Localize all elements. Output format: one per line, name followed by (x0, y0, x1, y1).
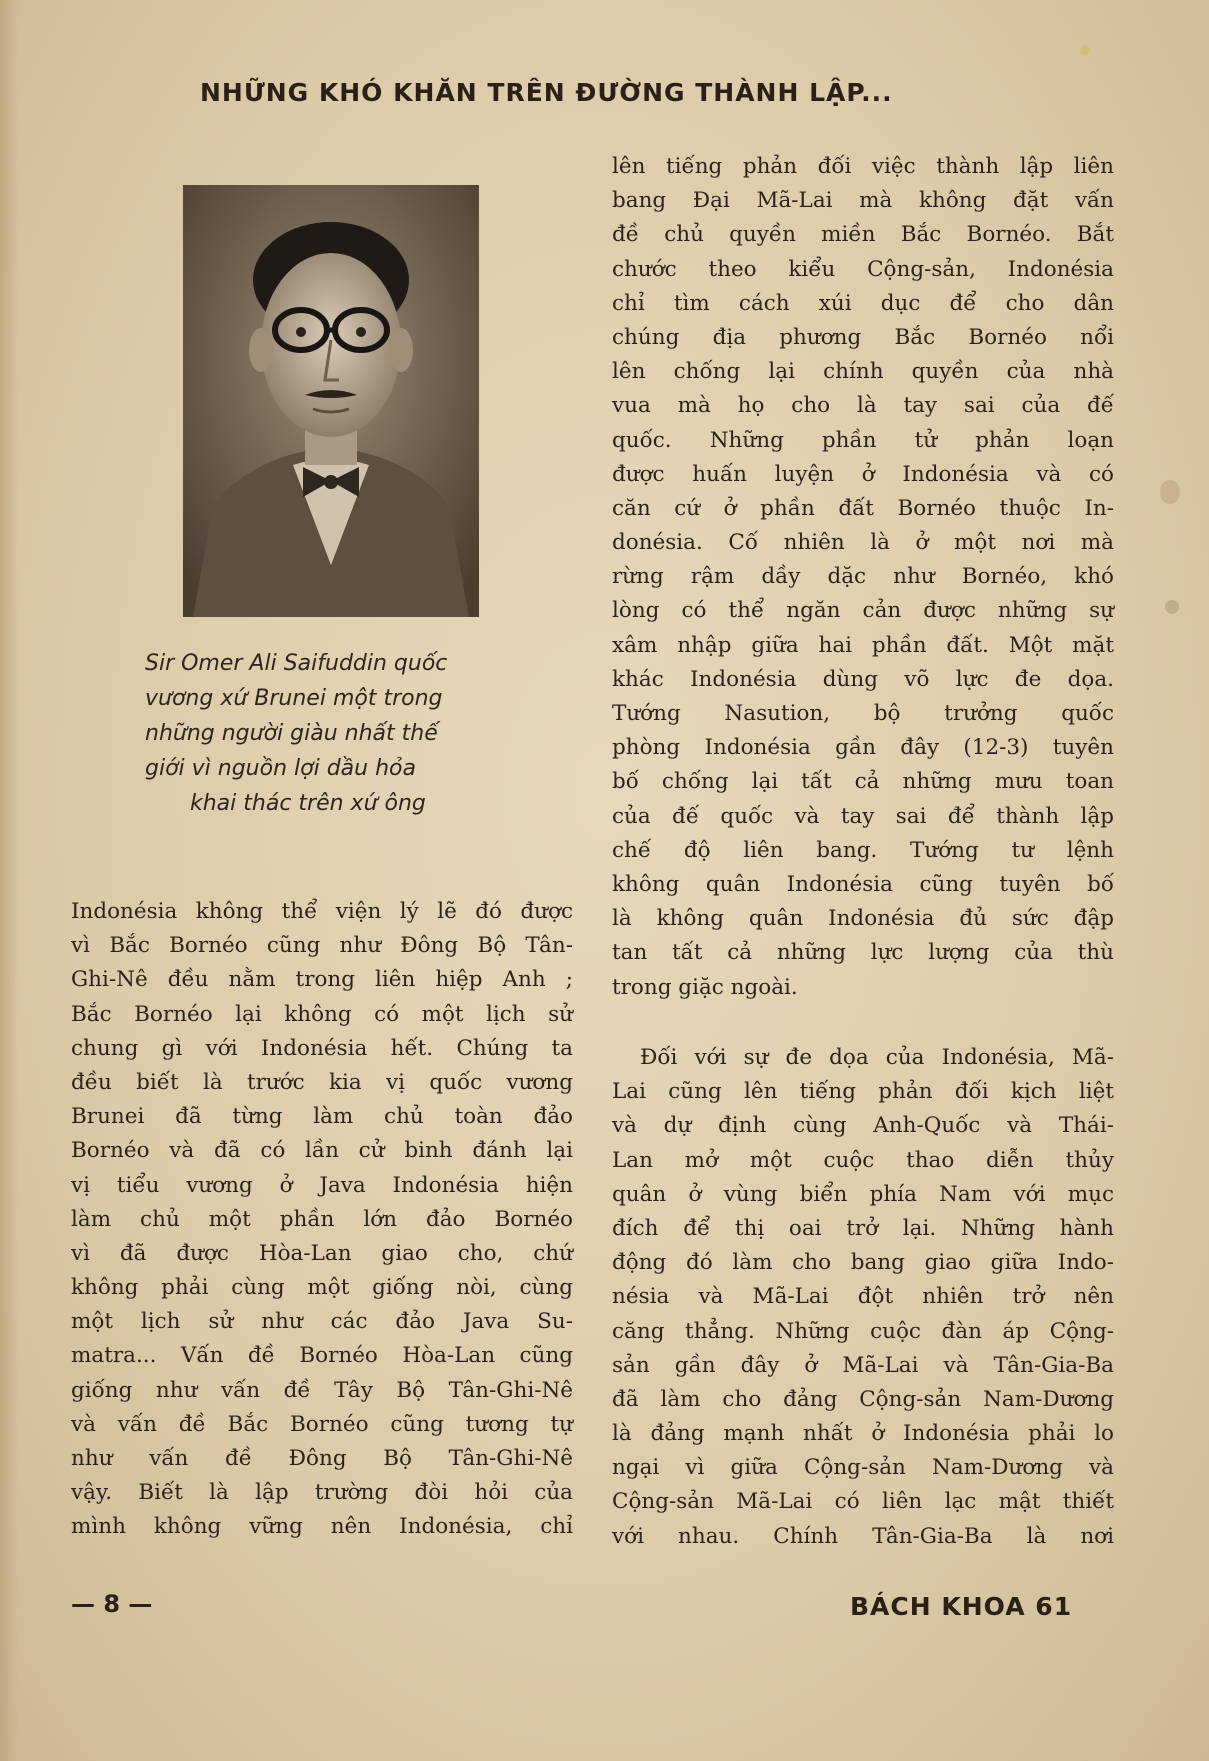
page-number: — 8 — (71, 1590, 153, 1618)
text-line: trong giặc ngoài. (612, 974, 798, 1000)
text-line: tan tất cả những lực lượng của thù (612, 940, 1114, 966)
text-line: nésia và Mã-Lai đột nhiên trở nên (612, 1284, 1114, 1310)
right-column-text-top (612, 150, 1114, 1005)
text-line: Brunei đã từng làm chủ toàn đảo (71, 1104, 573, 1130)
text-line: bố chống lại tất cả những mưu toan (612, 769, 1114, 795)
left-column-text (71, 895, 573, 1545)
text-line: với nhau. Chính Tân-Gia-Ba là nơi (612, 1523, 1114, 1549)
text-line: bang Đại Mã-Lai mà không đặt vấn (612, 188, 1114, 214)
text-line: vậy. Biết là lập trường đòi hỏi của (71, 1480, 573, 1506)
text-line: Bắc Bornéo lại không có một lịch sử (71, 1001, 573, 1027)
text-line: chúng địa phương Bắc Bornéo nổi (612, 324, 1114, 350)
text-line: chung gì với Indonésia hết. Chúng ta (71, 1035, 573, 1061)
text-line: chỉ tìm cách xúi dục để cho dân (612, 290, 1114, 316)
text-line: đích để thị oai trở lại. Những hành (612, 1215, 1114, 1241)
text-line: sản gần đây ở Mã-Lai và Tân-Gia-Ba (612, 1352, 1114, 1378)
text-line: ngại vì giữa Cộng-sản Nam-Dương và (612, 1455, 1114, 1481)
text-line: Bornéo và đã có lần cử binh đánh lại (71, 1138, 573, 1164)
text-line: căng thẳng. Những cuộc đàn áp Cộng- (612, 1318, 1114, 1344)
caption-line: những người giàu nhất thế (145, 721, 438, 746)
text-line: donésia. Cố nhiên là ở một nơi mà (612, 530, 1114, 556)
text-line: rừng rậm dầy dặc như Bornéo, khó (612, 564, 1114, 590)
text-line: Lan mở một cuộc thao diễn thủy (612, 1147, 1114, 1173)
text-line: đề chủ quyền miền Bắc Bornéo. Bắt (612, 222, 1114, 248)
caption-line: giới vì nguồn lợi dầu hỏa (145, 756, 416, 781)
text-line: và dự định cùng Anh-Quốc và Thái- (612, 1113, 1114, 1139)
text-line: quốc. Những phần tử phản loạn (612, 427, 1114, 453)
text-line: lên chống lại chính quyền của nhà (612, 359, 1114, 385)
page-header-title: NHỮNG KHÓ KHĂN TRÊN ĐƯỜNG THÀNH LẬP... (200, 78, 893, 107)
caption-line: vương xứ Brunei một trong (145, 686, 443, 711)
portrait-illustration (183, 185, 479, 617)
caption-line: khai thác trên xứ ông (190, 791, 426, 816)
text-line: Ghi-Nê đều nằm trong liên hiệp Anh ; (71, 967, 573, 993)
photo-caption (135, 646, 545, 821)
text-line: vị tiểu vương ở Java Indonésia hiện (71, 1172, 573, 1198)
text-line: Lai cũng lên tiếng phản đối kịch liệt (612, 1079, 1114, 1105)
text-line: vua mà họ cho là tay sai của đế (612, 393, 1114, 419)
text-line: matra... Vấn đề Bornéo Hòa-Lan cũng (71, 1343, 573, 1369)
text-line: được huấn luyện ở Indonésia và có (612, 461, 1114, 487)
text-line: lên tiếng phản đối việc thành lập liên (612, 154, 1114, 179)
text-line: Tướng Nasution, bộ trưởng quốc (612, 701, 1114, 726)
text-line: không phải cùng một giống nòi, cùng (71, 1275, 573, 1301)
paper-stain (1080, 45, 1090, 55)
text-line: mình không vững nên Indonésia, chỉ (71, 1514, 573, 1540)
right-column-text-bottom (612, 1041, 1114, 1554)
text-line: Cộng-sản Mã-Lai có liên lạc mật thiết (612, 1489, 1114, 1515)
text-line: Indonésia không thể viện lý lẽ đó được (71, 899, 573, 924)
paper-stain (1160, 480, 1180, 504)
text-line: vì Bắc Bornéo cũng như Đông Bộ Tân- (71, 933, 573, 959)
text-line: là đảng mạnh nhất ở Indonésia phải lo (612, 1421, 1114, 1447)
text-line: vì đã được Hòa-Lan giao cho, chứ (71, 1240, 573, 1266)
text-line: chế độ liên bang. Tướng tư lệnh (612, 837, 1114, 863)
text-line: đã làm cho đảng Cộng-sản Nam-Dương (612, 1386, 1114, 1412)
text-line: chước theo kiểu Cộng-sản, Indonésia (612, 256, 1114, 282)
page-edge-shadow (0, 0, 18, 1761)
text-line: một lịch sử như các đảo Java Su- (71, 1309, 573, 1335)
text-line: là không quân Indonésia đủ sức đập (612, 906, 1114, 932)
text-line: làm chủ một phần lớn đảo Bornéo (71, 1206, 573, 1232)
text-line: và vấn đề Bắc Bornéo cũng tương tự (71, 1411, 573, 1437)
text-line: như vấn đề Đông Bộ Tân-Ghi-Nê (71, 1446, 573, 1471)
text-line: Đối với sự đe dọa của Indonésia, Mã- (640, 1045, 1114, 1070)
text-line: khác Indonésia dùng võ lực đe dọa. (612, 666, 1114, 692)
text-line: phòng Indonésia gần đây (12-3) tuyên (612, 735, 1114, 761)
text-line: động đó làm cho bang giao giữa Indo- (612, 1250, 1114, 1276)
text-line: quân ở vùng biển phía Nam với mục (612, 1181, 1114, 1207)
text-line: đều biết là trước kia vị quốc vương (71, 1069, 573, 1095)
portrait-photo (183, 185, 479, 617)
text-line: căn cứ ở phần đất Bornéo thuộc In- (612, 495, 1114, 521)
text-line: xâm nhập giữa hai phần đất. Một mặt (612, 632, 1114, 658)
text-line: lòng có thể ngăn cản được những sự (612, 598, 1114, 624)
text-line: giống như vấn đề Tây Bộ Tân-Ghi-Nê (71, 1377, 573, 1403)
magazine-issue: BÁCH KHOA 61 (850, 1592, 1073, 1621)
caption-line: Sir Omer Ali Saifuddin quốc (145, 651, 448, 676)
text-line: của đế quốc và tay sai để thành lập (612, 803, 1114, 829)
paper-stain (1165, 600, 1179, 614)
text-line: không quân Indonésia cũng tuyên bố (612, 871, 1114, 897)
